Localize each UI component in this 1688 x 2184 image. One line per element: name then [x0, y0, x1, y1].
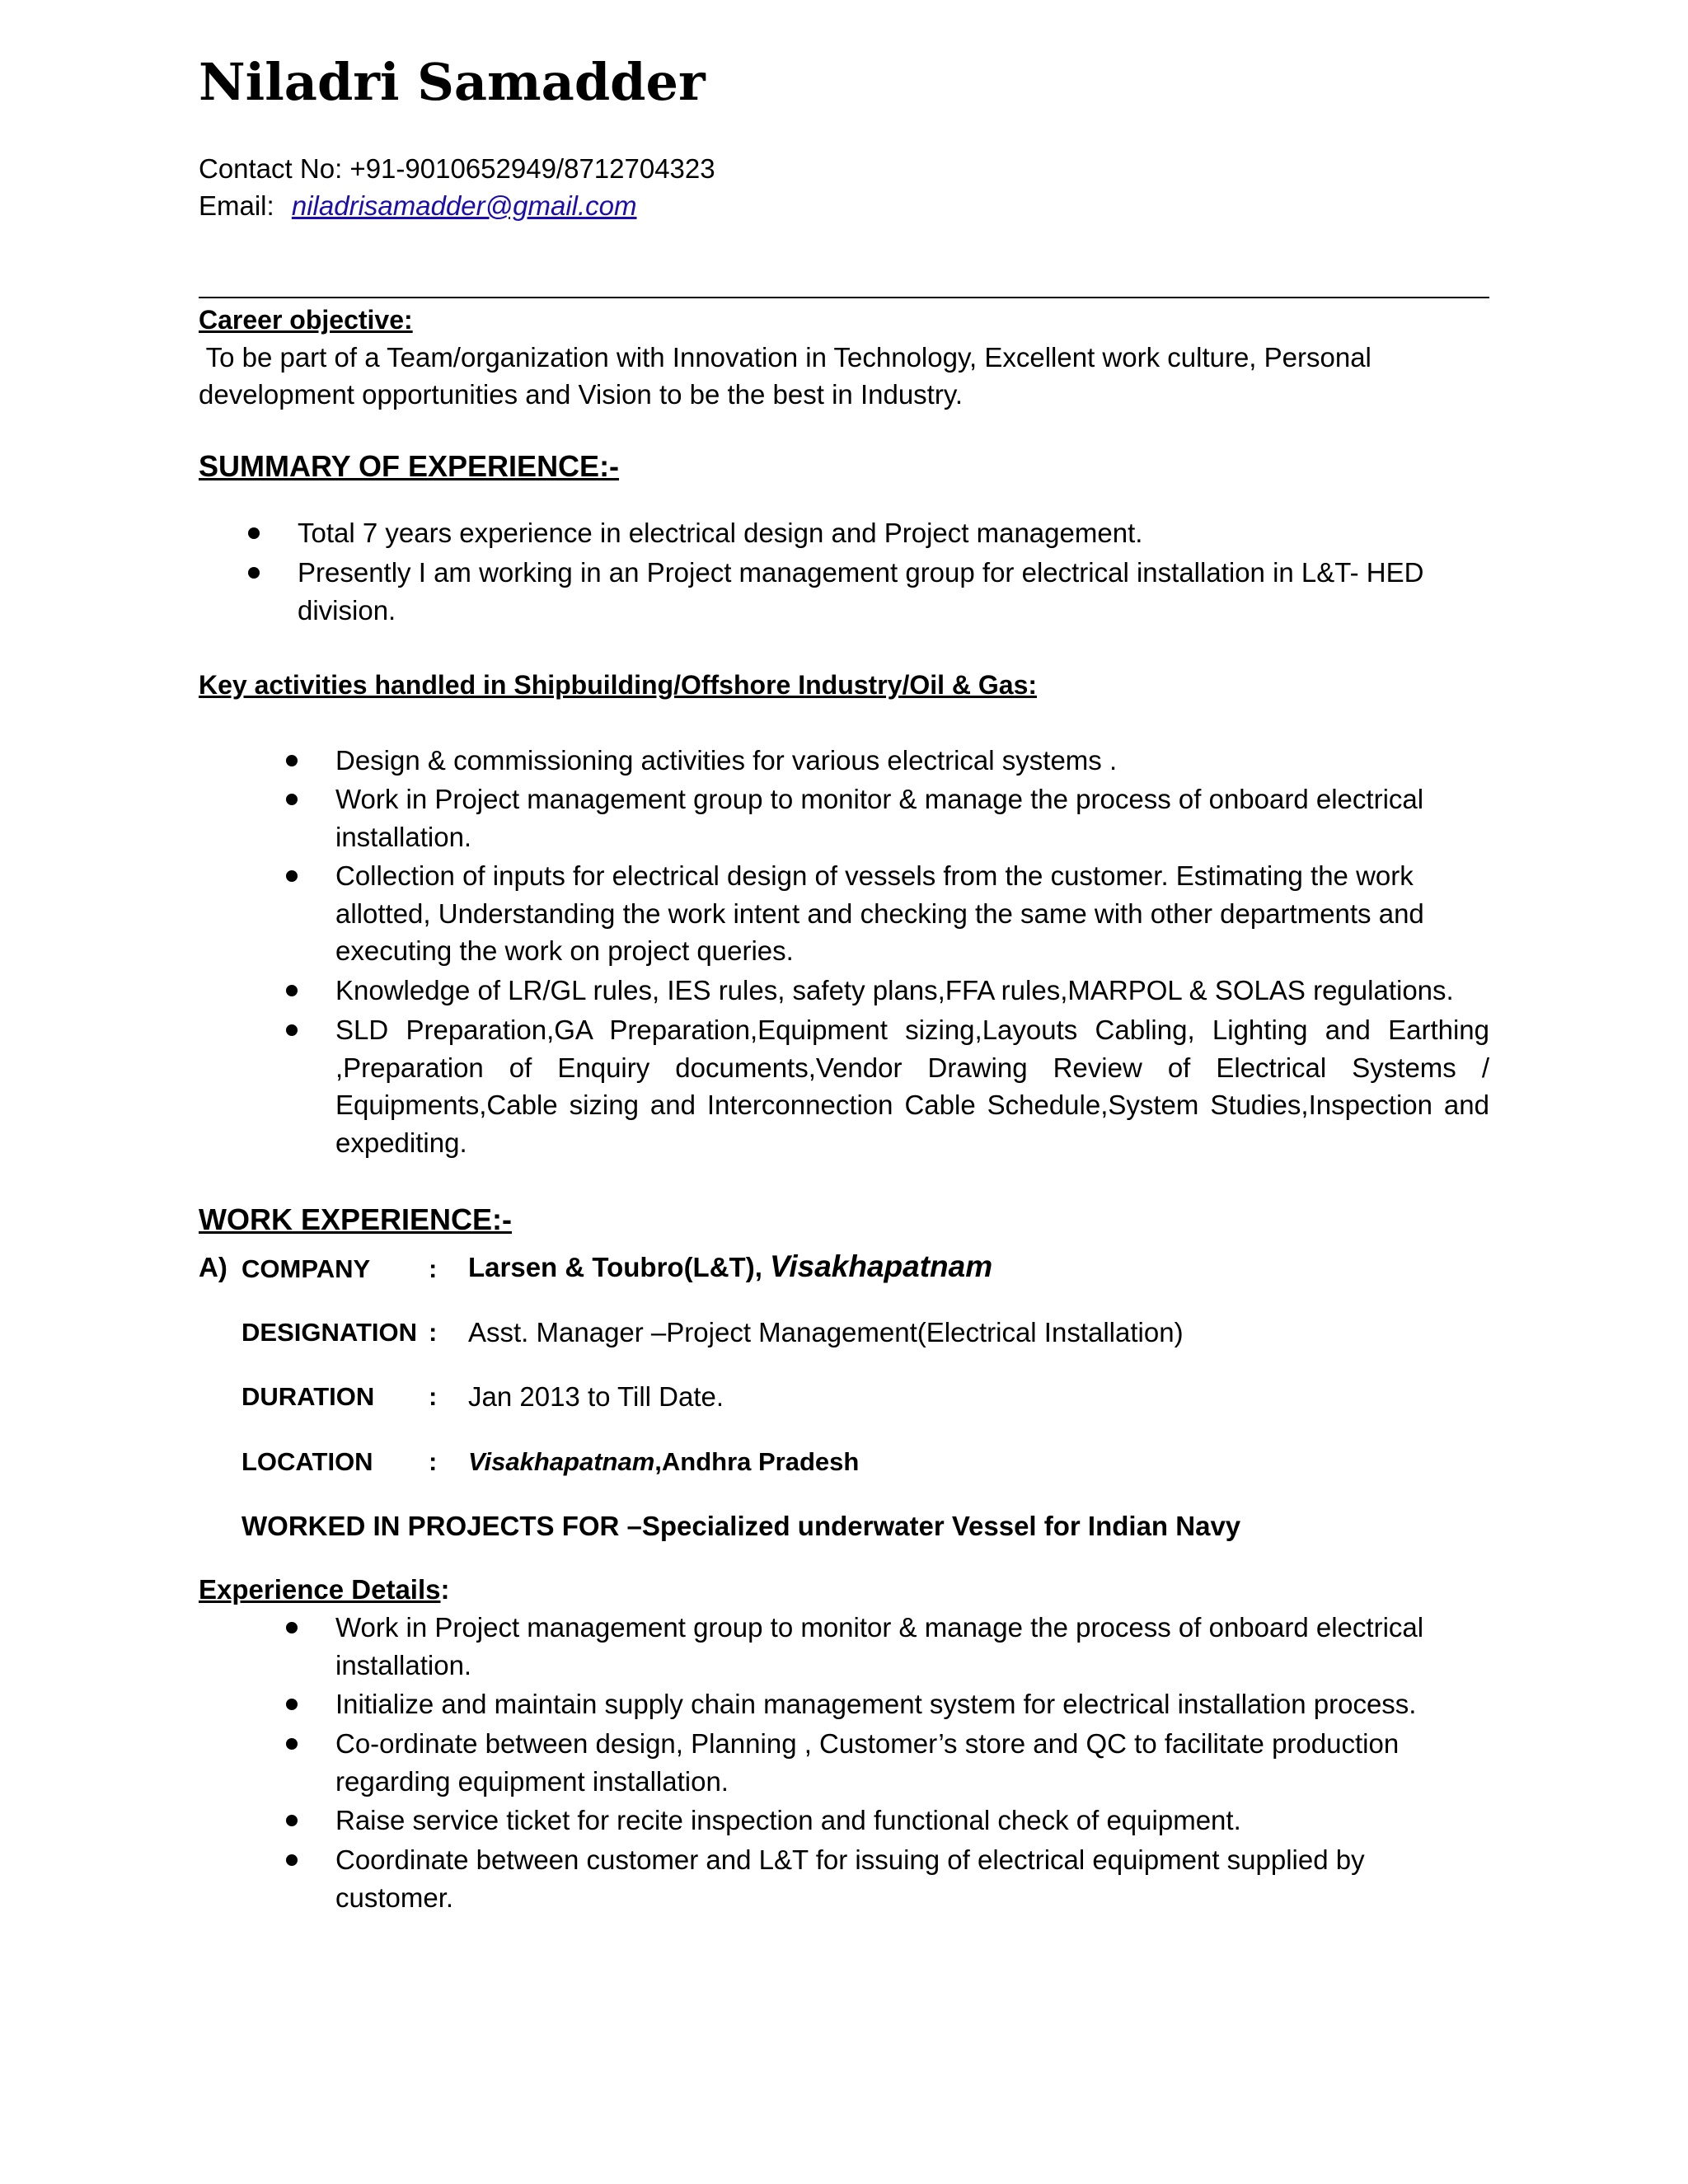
duration-colon: : [429, 1382, 438, 1411]
bullet-icon [248, 527, 260, 539]
key-activity-item: Work in Project management group to monitor & manage the process of onboard electrical installation. [335, 784, 1424, 852]
header-divider [199, 297, 1489, 298]
designation-colon: : [429, 1318, 438, 1347]
company-value [468, 1248, 992, 1286]
bullet-icon [286, 755, 298, 766]
designation-label: DESIGNATION [241, 1318, 417, 1347]
company-city: Visakhapatnam [770, 1249, 993, 1283]
key-activities-heading: Key activities handled in Shipbuilding/Offshore Industry/Oil & Gas: [199, 670, 1038, 700]
summary-item: Total 7 years experience in electrical design and Project management. [298, 518, 1143, 548]
experience-details-colon: : [440, 1574, 450, 1605]
email-link[interactable]: niladrisamadder@gmail.com [291, 190, 637, 221]
email-line [199, 187, 637, 224]
bullet-icon [286, 985, 298, 996]
duration-value: Jan 2013 to Till Date. [468, 1381, 724, 1412]
company-name: Larsen & Toubro(L&T), [468, 1252, 771, 1282]
summary-item: Presently I am working in an Project management group for electrical installation in L&T- HED division. [298, 557, 1424, 626]
candidate-name: Niladri Samadder [199, 52, 706, 112]
entry-marker: A) [199, 1252, 227, 1282]
key-activity-item: Knowledge of LR/GL rules, IES rules, safety plans,FFA rules,MARPOL & SOLAS regulations. [335, 975, 1454, 1005]
bullet-icon [286, 1024, 298, 1036]
key-activity-item: SLD Preparation,GA Preparation,Equipment sizing,Layouts Cabling, Lighting and Earthing ,Preparation of Enquiry documents,Vendor Drawing Review of Electrical Systems / Equipments,Cable sizing and Interconnection Cable Schedule,System Studies,Inspection and expediting. [335, 1015, 1489, 1158]
location-city: Visakhapatnam [468, 1447, 655, 1476]
contact-line [199, 150, 715, 187]
bullet-icon [248, 567, 260, 579]
bullet-icon [286, 1815, 298, 1826]
summary-heading: SUMMARY OF EXPERIENCE:- [199, 449, 620, 483]
career-objective-line-2: development opportunities and Vision to be the best in Industry. [199, 379, 964, 410]
company-colon: : [429, 1254, 438, 1283]
experience-detail-item: Raise service ticket for recite inspection and functional check of equipment. [335, 1805, 1241, 1835]
experience-details-heading: Experience Details [199, 1574, 441, 1605]
experience-detail-item: Work in Project management group to monitor & manage the process of onboard electrical installation. [335, 1612, 1424, 1680]
bullet-icon [286, 1854, 298, 1866]
contact-label: Contact No: [199, 153, 350, 184]
email-label: Email: [199, 190, 274, 221]
bullet-icon [286, 870, 298, 882]
experience-detail-item: Initialize and maintain supply chain management system for electrical installation process. [335, 1689, 1417, 1719]
bullet-icon [286, 1622, 298, 1633]
key-activity-item: Design & commissioning activities for various electrical systems . [335, 745, 1118, 776]
bullet-icon [286, 1738, 298, 1750]
location-state: ,Andhra Pradesh [654, 1447, 860, 1476]
contact-number: +91-9010652949/8712704323 [349, 153, 715, 184]
career-objective-heading: Career objective: [199, 305, 413, 335]
location-label: LOCATION [241, 1447, 373, 1476]
location-colon: : [429, 1447, 438, 1476]
duration-label: DURATION [241, 1382, 375, 1411]
experience-detail-item: Co-ordinate between design, Planning , Customer’s store and QC to facilitate production regarding equipment installation. [335, 1728, 1400, 1797]
designation-value: Asst. Manager –Project Management(Electrical Installation) [468, 1317, 1184, 1347]
projects-line: WORKED IN PROJECTS FOR –Specialized underwater Vessel for Indian Navy [241, 1511, 1241, 1541]
company-label: COMPANY [241, 1254, 371, 1283]
experience-details-heading-row [199, 1571, 450, 1608]
location-value [468, 1443, 859, 1480]
experience-detail-item: Coordinate between customer and L&T for issuing of electrical equipment supplied by customer. [335, 1844, 1365, 1913]
career-objective-line-1: To be part of a Team/organization with Innovation in Technology, Excellent work culture, Personal [199, 342, 1372, 373]
key-activity-item: Collection of inputs for electrical design of vessels from the customer. Estimating the work allotted, Understanding the work intent and checking the same with other departments and executing the work on project queries. [335, 860, 1424, 966]
bullet-icon [286, 1699, 298, 1710]
work-experience-heading: WORK EXPERIENCE:- [199, 1202, 513, 1236]
bullet-icon [286, 794, 298, 805]
